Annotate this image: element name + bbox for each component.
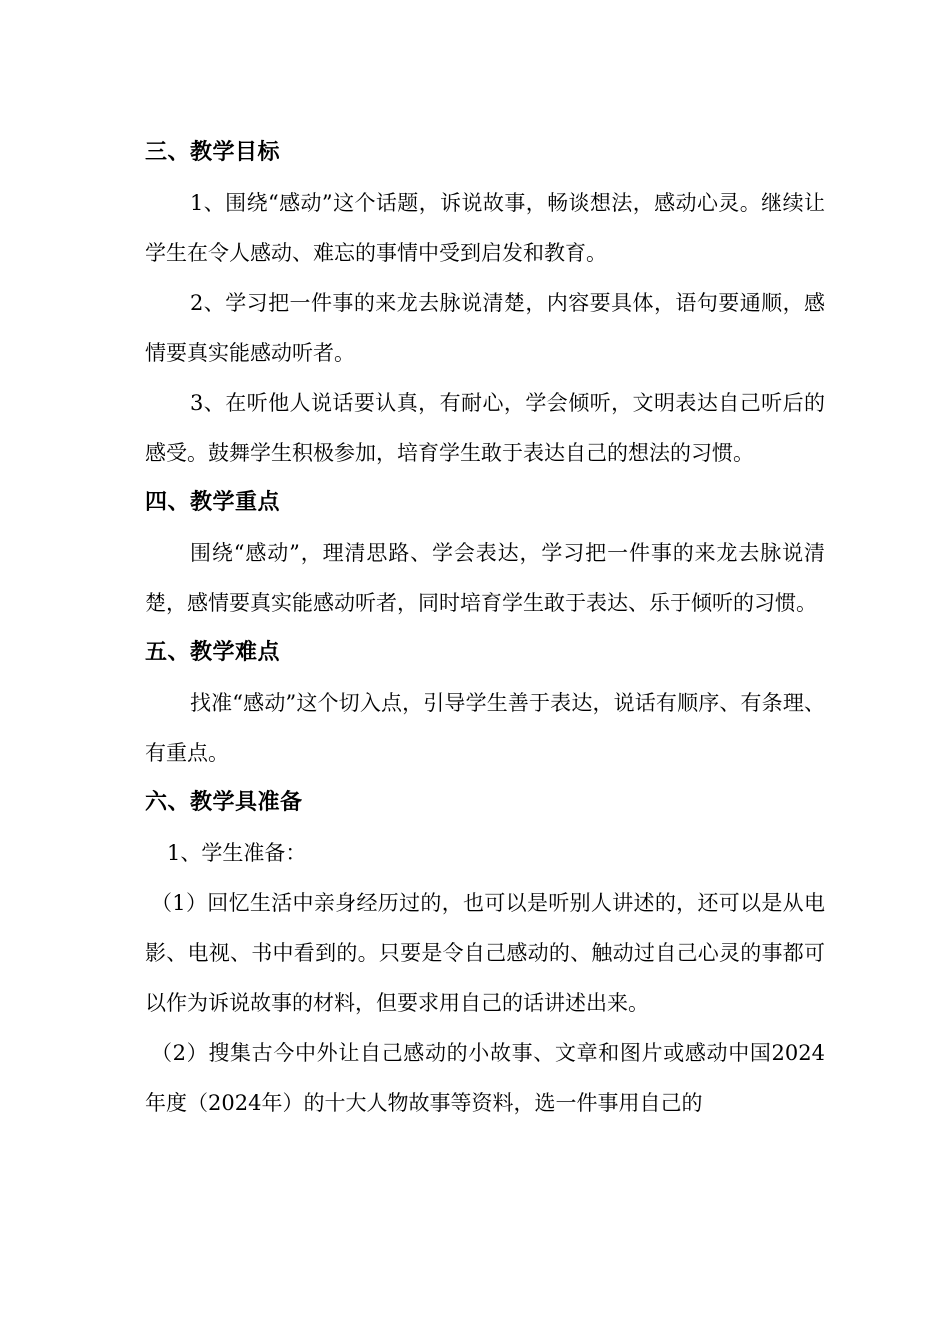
section-heading-materials: 六、教学具准备: [145, 790, 303, 815]
goal-item-3: 3、在听他人说话要认真，有耐心，学会倾听，文明表达自己听后的感受。鼓舞学生积极参加，培育学生敢于表达自己的想法的习惯。: [145, 391, 825, 465]
difficult-points-paragraph: 找准“感动”这个切入点，引导学生善于表达，说话有顺序、有条理、有重点。: [145, 691, 825, 765]
goal-item-1: 1、围绕“感动”这个话题，诉说故事，畅谈想法，感动心灵。继续让学生在令人感动、难忘的事情中受到启发和教育。: [145, 191, 825, 265]
preparation-item-2: （2）搜集古今中外让自己感动的小故事、文章和图片或感动中国2024年度（2024年）的十大人物故事等资料，选一件事用自己的: [145, 1041, 825, 1115]
key-points-paragraph: 围绕“感动”，理清思路、学会表达，学习把一件事的来龙去脉说清楚，感情要真实能感动听者，同时培育学生敢于表达、乐于倾听的习惯。: [145, 541, 825, 615]
section-heading-difficult-points: 五、教学难点: [145, 640, 281, 665]
section-heading-teaching-goals: 三、教学目标: [145, 140, 281, 165]
document-page: [145, 128, 825, 1128]
goal-item-2: 2、学习把一件事的来龙去脉说清楚，内容要具体，语句要通顺，感情要真实能感动听者。: [145, 291, 825, 365]
student-preparation-label: 1、学生准备：: [167, 841, 307, 865]
preparation-item-1: （1）回忆生活中亲身经历过的，也可以是听别人讲述的，还可以是从电影、电视、书中看到的。只要是令自己感动的、触动过自己心灵的事都可以作为诉说故事的材料，但要求用自己的话讲述出来。: [145, 891, 825, 1015]
section-heading-key-points: 四、教学重点: [145, 490, 281, 515]
